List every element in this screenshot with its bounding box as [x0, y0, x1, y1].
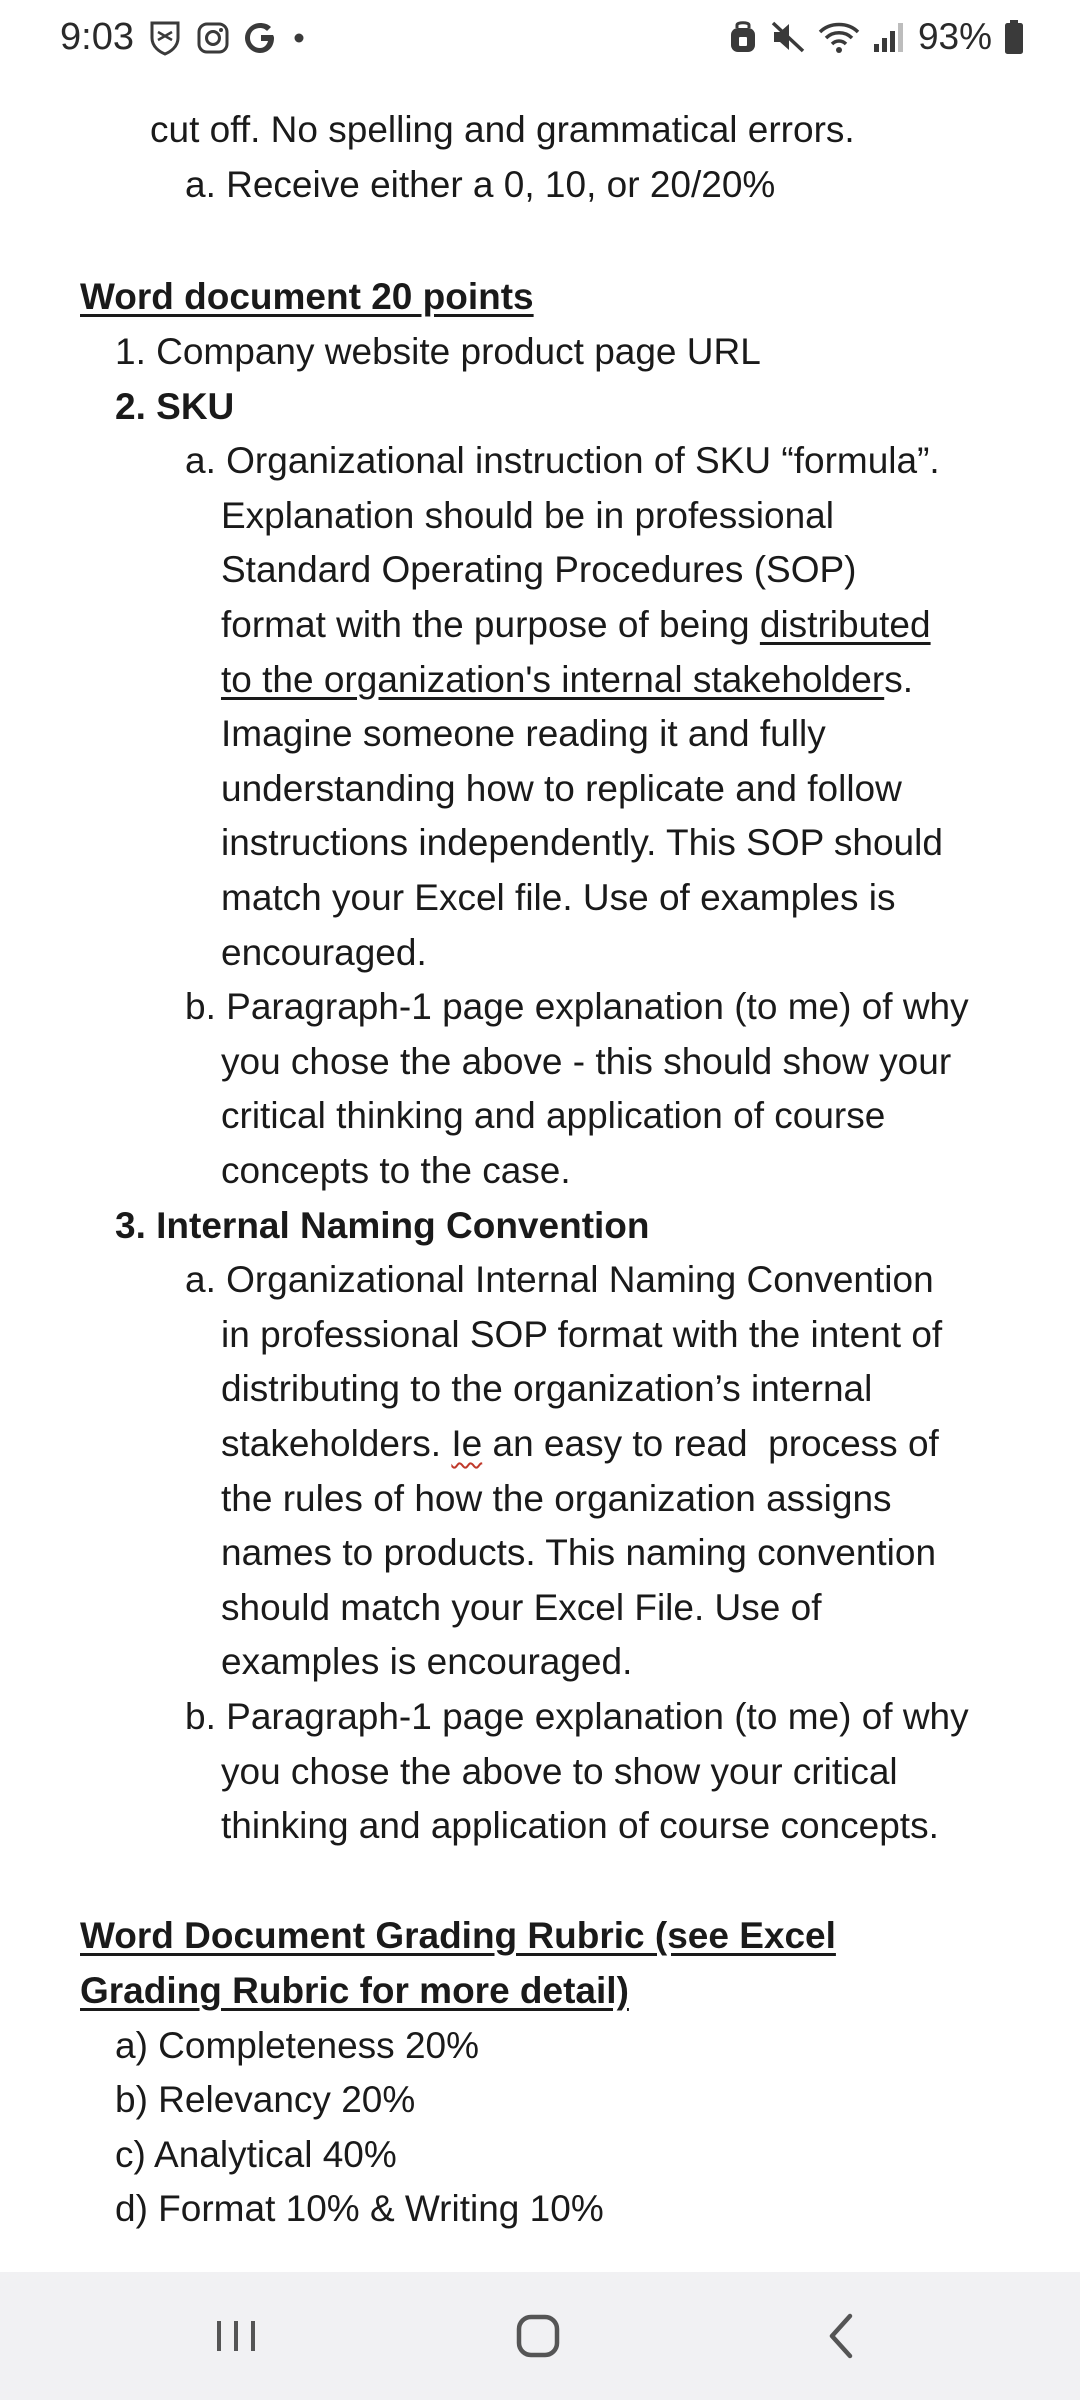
naming-a-line: in professional SOP format with the intent of [221, 1314, 943, 1355]
rubric-heading: Grading Rubric for more detail) [80, 1970, 629, 2011]
alarm-icon [728, 20, 758, 54]
sku-b-line: critical thinking and application of course [221, 1095, 886, 1136]
rubric-item: b) Relevancy 20% [115, 2079, 416, 2120]
naming-a-line: distributing to the organization’s internal [221, 1368, 873, 1409]
sku-a-line: Standard Operating Procedures (SOP) [221, 549, 857, 590]
rubric-heading: Word Document Grading Rubric (see Excel [80, 1915, 836, 1956]
sku-b-line: b. Paragraph-1 page explanation (to me) of why [185, 986, 969, 1027]
sku-title: 2. SKU [115, 386, 235, 427]
recent-apps-icon[interactable] [206, 2306, 266, 2366]
dot-icon [292, 21, 306, 55]
naming-a-line: examples is encouraged. [221, 1641, 633, 1682]
rubric-item: a) Completeness 20% [115, 2025, 480, 2066]
navigation-bar [0, 2272, 1080, 2400]
naming-b-line: b. Paragraph-1 page explanation (to me) of why [185, 1696, 969, 1737]
google-icon [244, 21, 278, 55]
wifi-icon [818, 20, 860, 54]
back-icon[interactable] [812, 2306, 872, 2366]
naming-a-line: should match your Excel File. Use of [221, 1587, 822, 1628]
naming-b-line: you chose the above to show your critical [221, 1751, 898, 1792]
naming-a-line: the rules of how the organization assigns [221, 1478, 892, 1519]
intro-item-a: a. Receive either a 0, 10, or 20/20% [185, 164, 776, 205]
sku-a-line: Explanation should be in professional [221, 495, 834, 536]
word-doc-item-1: 1. Company website product page URL [115, 331, 761, 372]
sku-b-line: concepts to the case. [221, 1150, 571, 1191]
sku-a-line: instructions independently. This SOP should [221, 822, 943, 863]
mute-icon [770, 20, 806, 54]
sku-a-line: a. Organizational instruction of SKU “formula”. [185, 440, 940, 481]
status-time: 9:03 [60, 16, 134, 58]
rubric-item: d) Format 10% & Writing 10% [115, 2188, 604, 2229]
shield-icon [148, 20, 182, 56]
instagram-icon [196, 21, 230, 55]
battery-percentage: 93% [917, 16, 992, 57]
naming-a-line: a. Organizational Internal Naming Convention [185, 1259, 934, 1300]
intro-line: cut off. No spelling and grammatical errors. [150, 109, 855, 150]
word-doc-heading: Word document 20 points [80, 276, 534, 317]
naming-a-line: names to products. This naming convention [221, 1532, 937, 1573]
naming-title: 3. Internal Naming Convention [115, 1205, 650, 1246]
naming-b-line: thinking and application of course concepts. [221, 1805, 939, 1846]
naming-a-line: stakeholders. Ie an easy to read process of [221, 1423, 939, 1464]
sku-a-line: Imagine someone reading it and fully [221, 713, 826, 754]
sku-b-line: you chose the above - this should show your [221, 1041, 952, 1082]
home-icon[interactable] [508, 2306, 568, 2366]
sku-a-line: encouraged. [221, 932, 427, 973]
sku-a-line: match your Excel file. Use of examples is [221, 877, 896, 918]
rubric-item: c) Analytical 40% [115, 2134, 397, 2175]
signal-icon [872, 20, 906, 54]
battery-icon [1004, 19, 1024, 55]
status-bar [0, 0, 1080, 78]
sku-a-line: format with the purpose of being distributed [221, 604, 931, 645]
sku-a-line: to the organization's internal stakeholders. [221, 659, 913, 700]
sku-a-line: understanding how to replicate and follow [221, 768, 902, 809]
